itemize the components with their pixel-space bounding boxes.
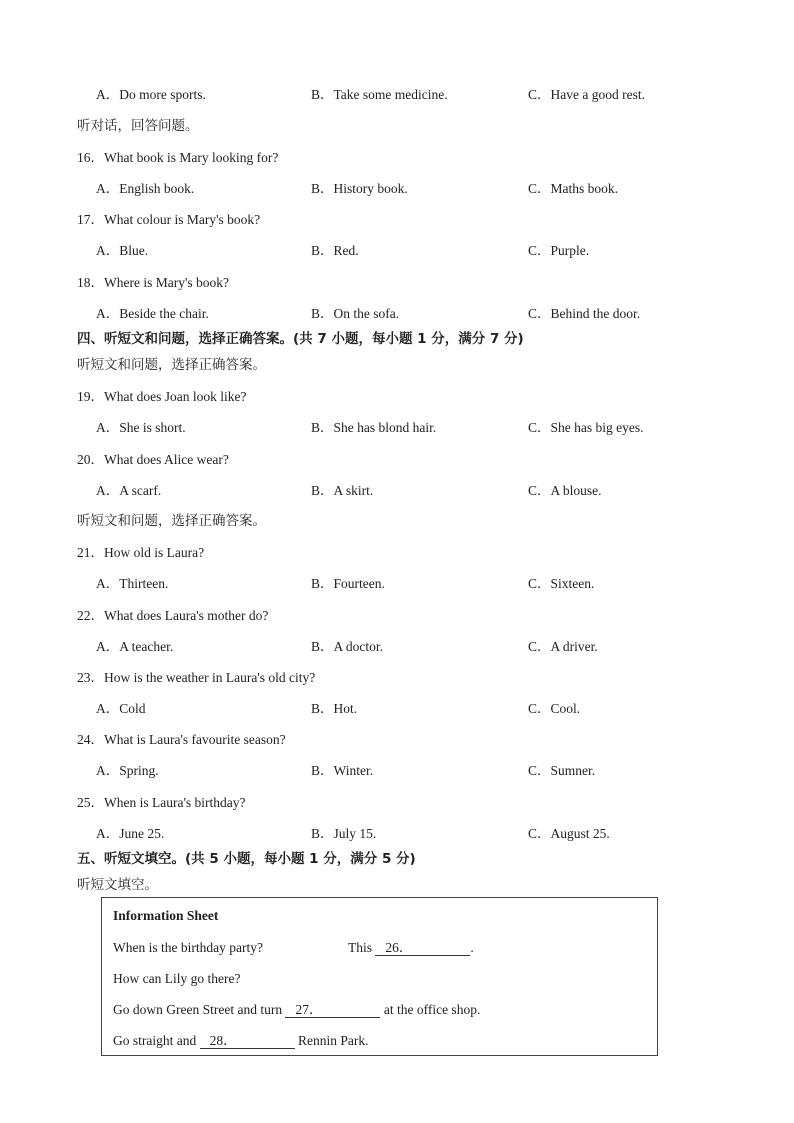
sheet-row-4-prefix: Go straight and <box>113 1033 197 1048</box>
q19-option-b: B．She has blond hair. <box>311 420 437 435</box>
q18-stem: 18．Where is Mary's book? <box>77 275 230 290</box>
q22-option-c: C．A driver. <box>528 639 598 654</box>
q15-option-a: A．Do more sports. <box>96 87 206 102</box>
q21-option-b: B．Fourteen. <box>311 576 385 591</box>
q17-option-c: C．Purple. <box>528 243 590 258</box>
sheet-row-1-answer <box>348 940 474 956</box>
q16-option-b: B．History book. <box>311 181 408 196</box>
blank-27[interactable]: 27． <box>285 1003 380 1018</box>
q23-stem: 23．How is the weather in Laura's old city? <box>77 670 316 685</box>
q20-option-c: C．A blouse. <box>528 483 602 498</box>
q19-stem: 19．What does Joan look like? <box>77 389 247 404</box>
q21-stem: 21．How old is Laura? <box>77 545 205 560</box>
q24-option-b: B．Winter. <box>311 763 374 778</box>
q20-option-b: B．A skirt. <box>311 483 374 498</box>
q17-option-b: B．Red. <box>311 243 359 258</box>
information-sheet <box>101 897 658 1056</box>
q25-option-c: C．August 25. <box>528 826 610 841</box>
q15-option-b: B．Take some medicine. <box>311 87 448 102</box>
sheet-row-3-suffix: at the office shop. <box>383 1002 481 1017</box>
sheet-row-4 <box>113 1033 369 1049</box>
instruction-passage-2: 听短文和问题，选择正确答案。 <box>77 513 266 529</box>
blank-28[interactable]: 28． <box>200 1034 295 1049</box>
instruction-dialogue: 听对话，回答问题。 <box>77 118 199 134</box>
q16-option-a: A．English book. <box>96 181 195 196</box>
sheet-title: Information Sheet <box>113 908 219 923</box>
section-4-title: 四、听短文和问题，选择正确答案。(共 7 小题，每小题 1 分，满分 7 分) <box>77 331 524 347</box>
q23-option-c: C．Cool. <box>528 701 581 716</box>
sheet-row-1-prefix: This <box>348 940 373 955</box>
q19-option-a: A．She is short. <box>96 420 186 435</box>
sheet-row-4-suffix: Rennin Park. <box>298 1033 369 1048</box>
sheet-row-2: How can Lily go there? <box>113 971 241 986</box>
q18-option-b: B．On the sofa. <box>311 306 400 321</box>
sheet-row-1 <box>113 940 263 956</box>
q21-option-c: C．Sixteen. <box>528 576 595 591</box>
sheet-row-1-question: When is the birthday party? <box>113 940 263 955</box>
q16-option-c: C．Maths book. <box>528 181 619 196</box>
section-5-title: 五、听短文填空。(共 5 小题，每小题 1 分，满分 5 分) <box>77 851 416 867</box>
q20-stem: 20．What does Alice wear? <box>77 452 229 467</box>
q22-option-b: B．A doctor. <box>311 639 384 654</box>
q23-option-a: A．Cold <box>96 701 146 716</box>
q23-option-b: B．Hot. <box>311 701 358 716</box>
q18-option-a: A．Beside the chair. <box>96 306 209 321</box>
blank-26[interactable]: 26． <box>375 941 470 956</box>
q20-option-a: A．A scarf. <box>96 483 162 498</box>
q24-option-c: C．Sumner. <box>528 763 596 778</box>
q17-stem: 17．What colour is Mary's book? <box>77 212 261 227</box>
q25-stem: 25．When is Laura's birthday? <box>77 795 246 810</box>
q19-option-c: C．She has big eyes. <box>528 420 644 435</box>
q25-option-b: B．July 15. <box>311 826 377 841</box>
q25-option-a: A．June 25. <box>96 826 165 841</box>
q24-stem: 24．What is Laura's favourite season? <box>77 732 286 747</box>
instruction-passage-1: 听短文和问题，选择正确答案。 <box>77 357 266 373</box>
sheet-row-3 <box>113 1002 480 1018</box>
q15-option-c: C．Have a good rest. <box>528 87 645 102</box>
sheet-row-1-suffix: . <box>470 940 474 955</box>
q21-option-a: A．Thirteen. <box>96 576 169 591</box>
sheet-row-3-prefix: Go down Green Street and turn <box>113 1002 283 1017</box>
instruction-fill: 听短文填空。 <box>77 877 158 893</box>
q16-stem: 16．What book is Mary looking for? <box>77 150 279 165</box>
q22-option-a: A．A teacher. <box>96 639 174 654</box>
q22-stem: 22．What does Laura's mother do? <box>77 608 269 623</box>
q18-option-c: C．Behind the door. <box>528 306 641 321</box>
q24-option-a: A．Spring. <box>96 763 159 778</box>
q17-option-a: A．Blue. <box>96 243 149 258</box>
